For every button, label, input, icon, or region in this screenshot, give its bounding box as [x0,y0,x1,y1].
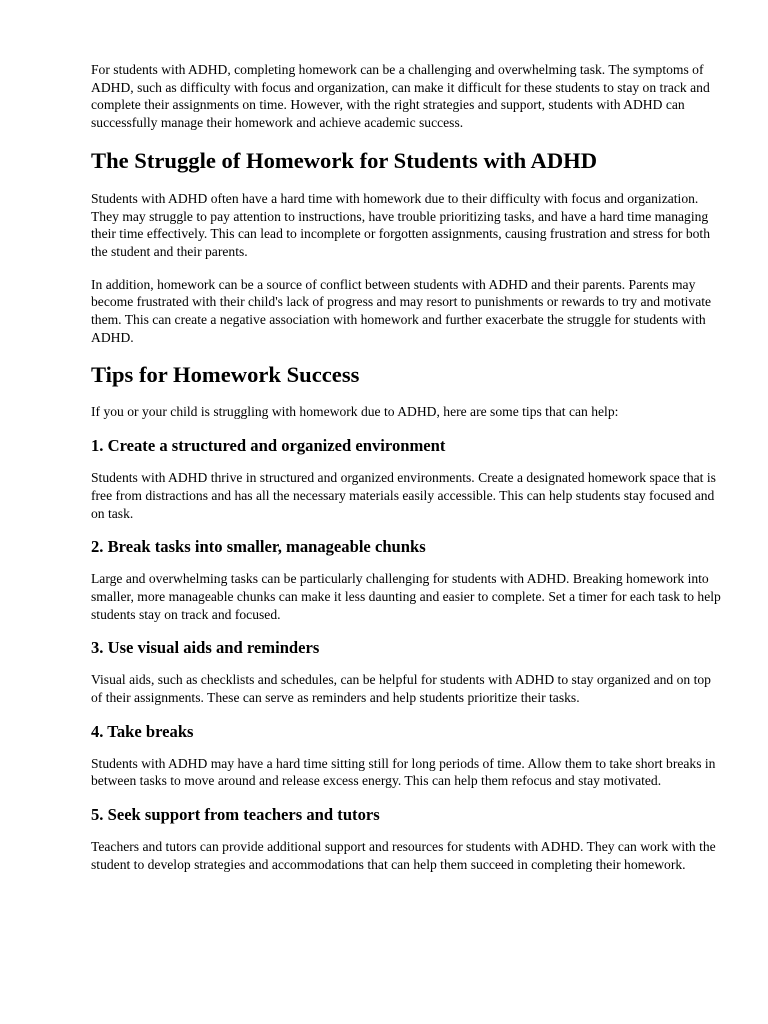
tip-2-paragraph: Large and overwhelming tasks can be particularly challenging for students with ADHD. Breaking homework into smaller, more manageable chunks can make it less daunting and easier to complete. Set a timer for each task to help students stay on track and focused. [91,571,721,622]
tip-5-paragraph: Teachers and tutors can provide additional support and resources for students with ADHD. They can work with the student to develop strategies and accommodations that can help them succeed in completing their homework. [91,839,716,872]
struggle-paragraph-1: Students with ADHD often have a hard time with homework due to their difficulty with focus and organization. They may struggle to pay attention to instructions, have trouble prioritizing tasks, and have a hard time managing their time effectively. This can lead to incomplete or forgotten assignments, causing frustration and stress for both the student and their parents. [91,190,710,259]
tip-5-heading: 5. Seek support from teachers and tutors [91,805,380,825]
tip-1-paragraph: Students with ADHD thrive in structured and organized environments. Create a designated homework space that is free from distractions and has all the necessary materials easily accessible. This can help students stay focused and on task. [91,470,716,521]
tip-2-heading: 2. Break tasks into smaller, manageable chunks [91,537,426,557]
tip-3-heading: 3. Use visual aids and reminders [91,638,320,658]
tip-3-paragraph: Visual aids, such as checklists and schedules, can be helpful for students with ADHD to stay organized and on top of their assignments. These can serve as reminders and help students prioritize their tasks. [91,672,711,706]
intro-paragraph: For students with ADHD, completing homework can be a challenging and overwhelming task. The symptoms of ADHD, such as difficulty with focus and organization, can make it difficult for these students to stay on track and complete their assignments on time. However, with the right strategies and support, students with ADHD can successfully manage their homework and achieve academic success. [91,62,710,131]
tip-4-paragraph: Students with ADHD may have a hard time sitting still for long periods of time. Allow them to take short breaks in between tasks to move around and release excess energy. This can help them refocus and stay motivated. [91,755,716,789]
tip-1-heading: 1. Create a structured and organized environment [91,436,446,456]
struggle-paragraph-2: In addition, homework can be a source of conflict between students with ADHD and their parents. Parents may become frustrated with their child's lack of progress and may resort to punishments or rewards to try and motivate them. This can create a negative association with homework and further exacerbate the struggle for students with ADHD. [91,276,712,345]
tips-intro-paragraph: If you or your child is struggling with homework due to ADHD, here are some tips that can help: [91,404,619,420]
document-page [91,61,721,874]
tips-heading: Tips for Homework Success [91,362,360,388]
struggle-heading: The Struggle of Homework for Students with ADHD [91,147,598,173]
tip-4-heading: 4. Take breaks [91,721,194,741]
